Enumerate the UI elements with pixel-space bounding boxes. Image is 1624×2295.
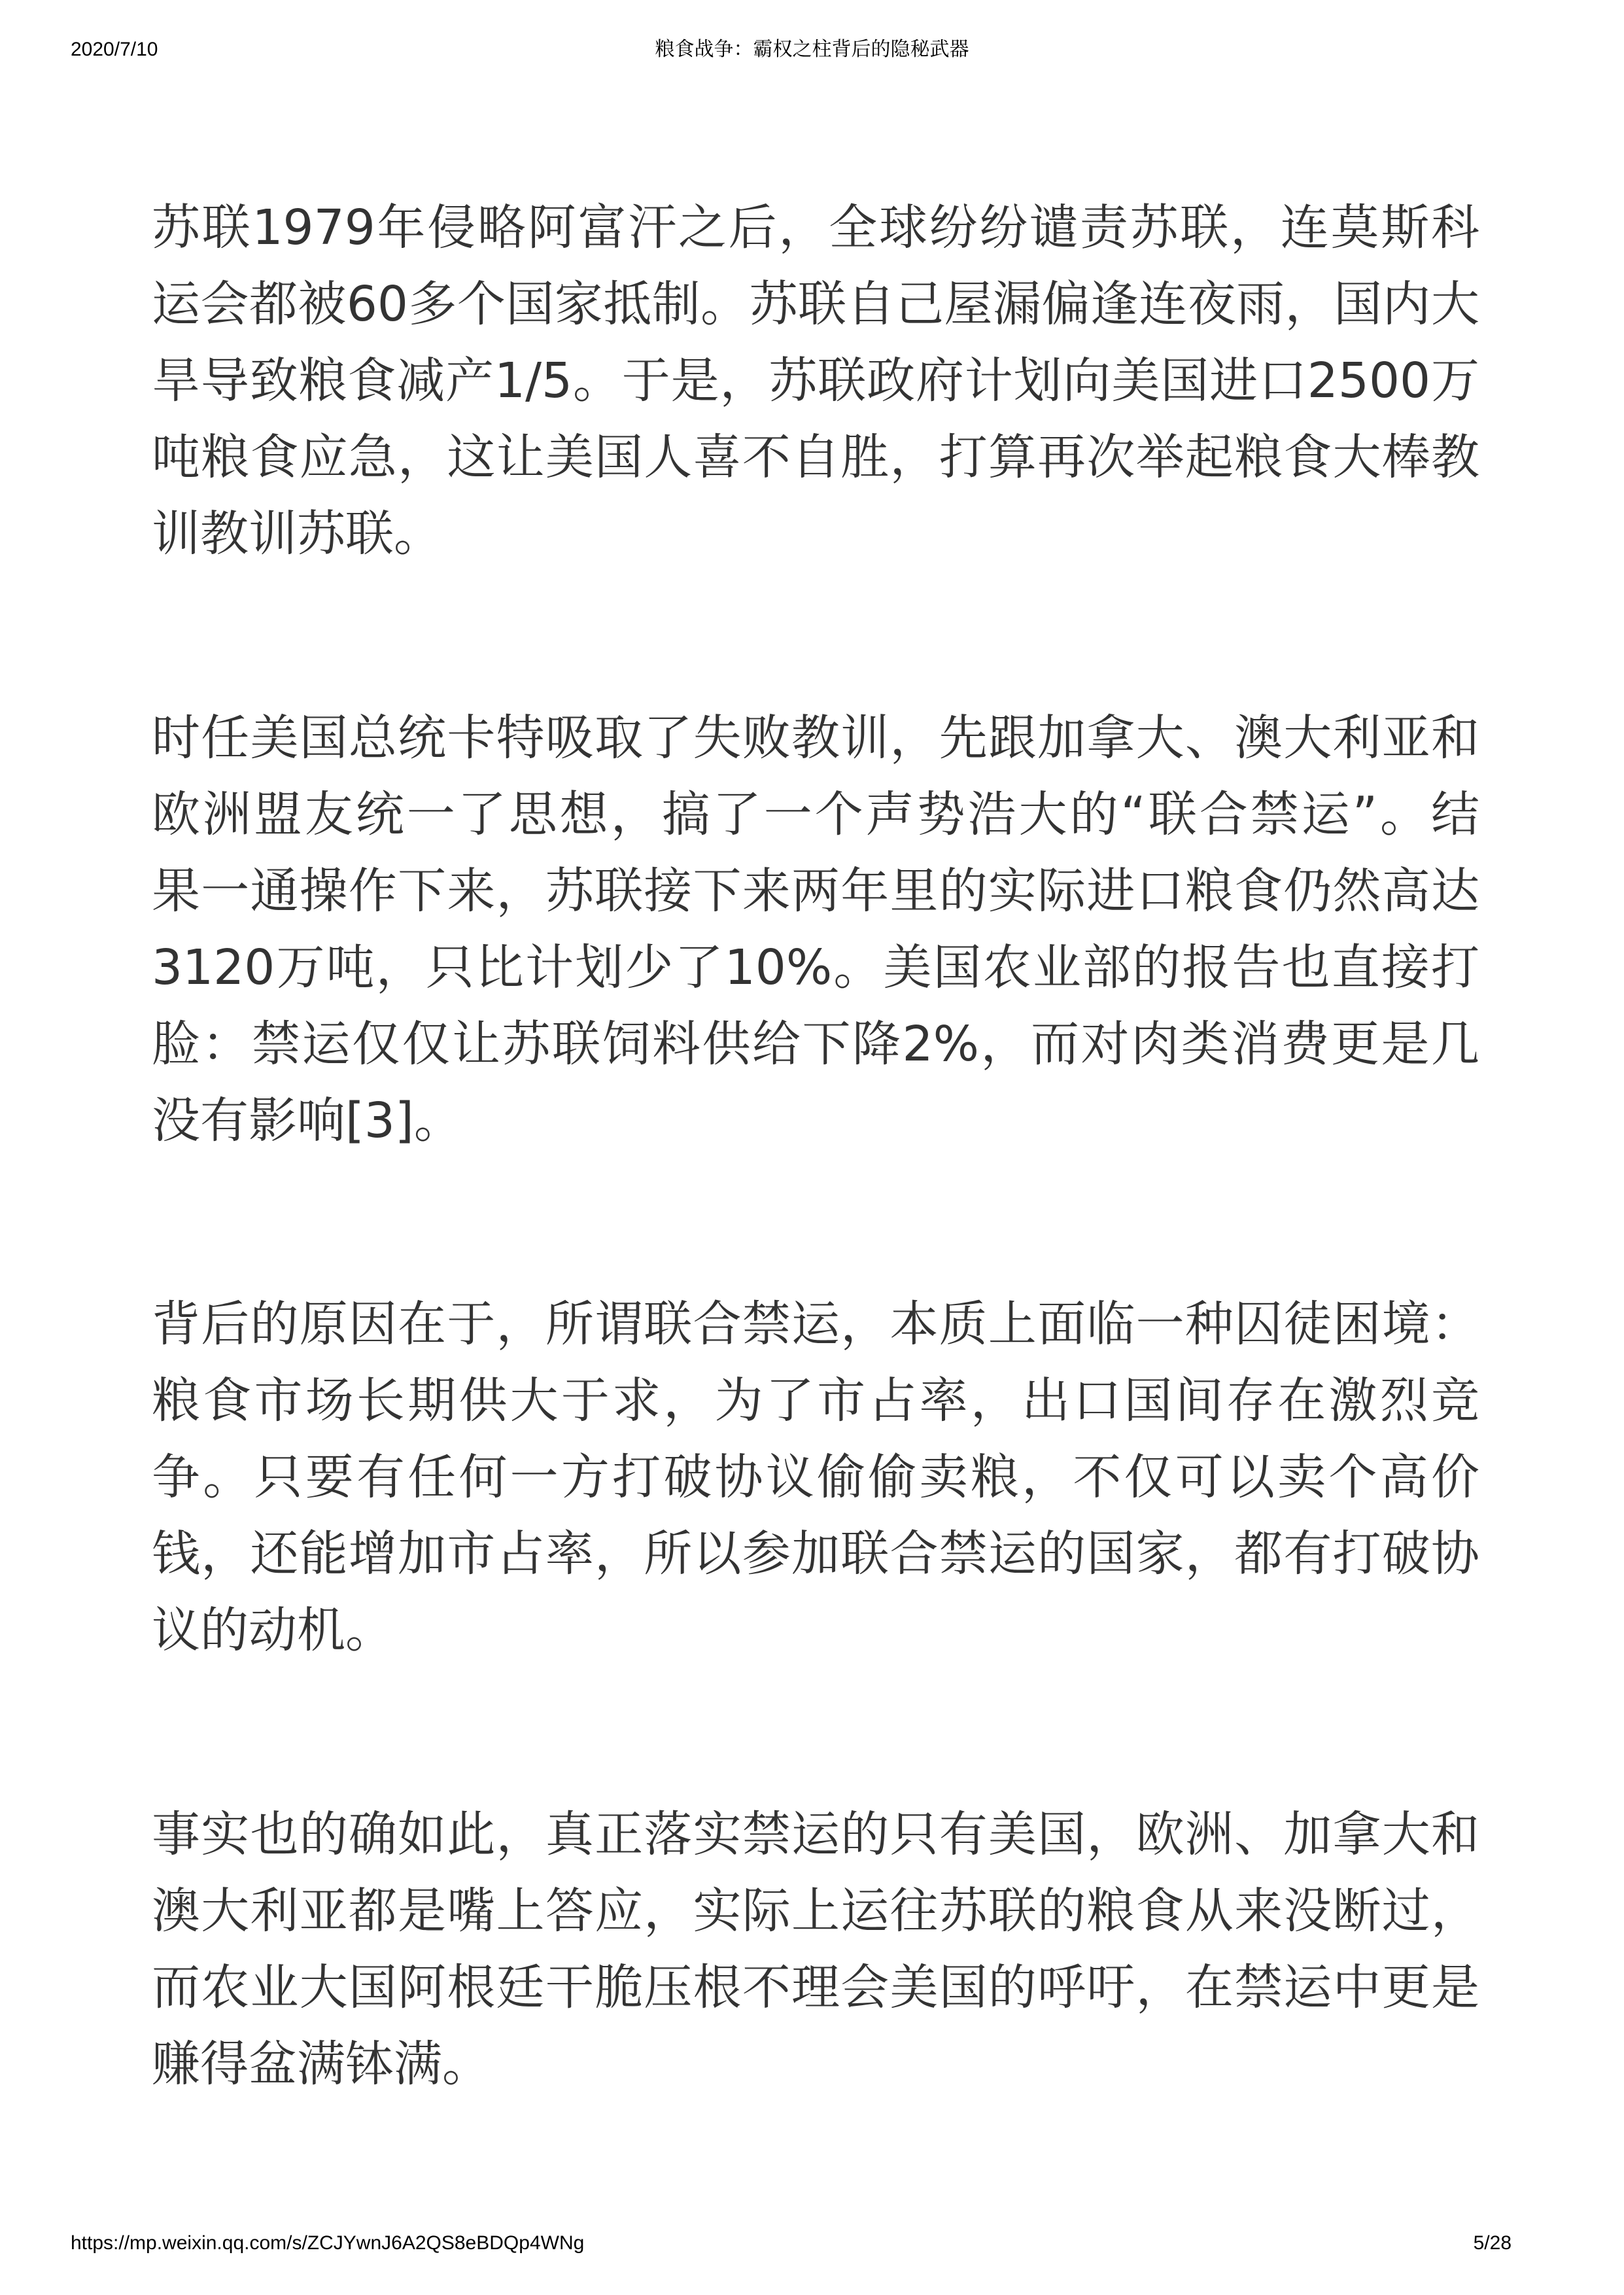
paragraph-line: 而农业大国阿根廷干脆压根不理会美国的呼吁，在禁运中更是 (152, 1959, 1479, 2016)
paragraph-line: 吨粮食应急，这让美国人喜不自胜，打算再次举起粮食大棒教 (152, 429, 1479, 485)
paragraph-line: 旱导致粮食减产1/5。于是，苏联政府计划向美国进口2500万 (152, 353, 1479, 409)
document-title: 粮食战争：霸权之柱背后的隐秘武器 (655, 38, 969, 61)
paragraph-line: 争。只要有任何一方打破协议偷偷卖粮，不仅可以卖个高价 (152, 1449, 1479, 1505)
paragraph-line: 训教训苏联。 (152, 506, 442, 562)
paragraph-line: 粮食市场长期供大于求，为了市占率，出口国间存在激烈竞 (152, 1373, 1479, 1429)
paragraph-line: 澳大利亚都是嘴上答应，实际上运往苏联的粮食从来没断过， (152, 1883, 1479, 1939)
paragraph-line: 议的动机。 (152, 1602, 394, 1658)
paragraph-line: 没有影响[3]。 (152, 1093, 462, 1149)
paragraph-3 (152, 1286, 1479, 1669)
paragraph-4 (152, 1796, 1479, 2103)
paragraph-line: 运会都被60多个国家抵制。苏联自己屋漏偏逢连夜雨，国内大 (152, 276, 1479, 332)
paragraph-line: 背后的原因在于，所谓联合禁运，本质上面临一种囚徒困境： (152, 1296, 1479, 1352)
paragraph-1 (152, 190, 1479, 572)
paragraph-line: 钱，还能增加市占率，所以参加联合禁运的国家，都有打破协 (152, 1526, 1479, 1582)
paragraph-line: 苏联1979年侵略阿富汗之后，全球纷纷谴责苏联，连莫斯科 (152, 200, 1479, 256)
paragraph-line: 欧洲盟友统一了思想，搞了一个声势浩大的“联合禁运”。结 (152, 786, 1479, 843)
paragraph-line: 时任美国总统卡特吸取了失败教训，先跟加拿大、澳大利亚和 (152, 710, 1479, 766)
page-number: 5/28 (1473, 2232, 1512, 2254)
paragraph-line: 3120万吨，只比计划少了10%。美国农业部的报告也直接打 (152, 939, 1479, 996)
paragraph-line: 脸：禁运仅仅让苏联饲料供给下降2%，而对肉类消费更是几 (152, 1016, 1479, 1072)
paragraph-2 (152, 700, 1479, 1159)
paragraph-line: 赚得盆满钵满。 (152, 2036, 491, 2092)
print-footer (0, 2230, 1624, 2256)
source-url-link[interactable]: https://mp.weixin.qq.com/s/ZCJYwnJ6A2QS8eBDQp4WNg (71, 2232, 585, 2254)
paragraph-line: 事实也的确如此，真正落实禁运的只有美国，欧洲、加拿大和 (152, 1806, 1479, 1863)
print-date: 2020/7/10 (71, 39, 158, 60)
paragraph-line: 果一通操作下来，苏联接下来两年里的实际进口粮食仍然高达 (152, 863, 1479, 919)
print-header (0, 37, 1624, 63)
